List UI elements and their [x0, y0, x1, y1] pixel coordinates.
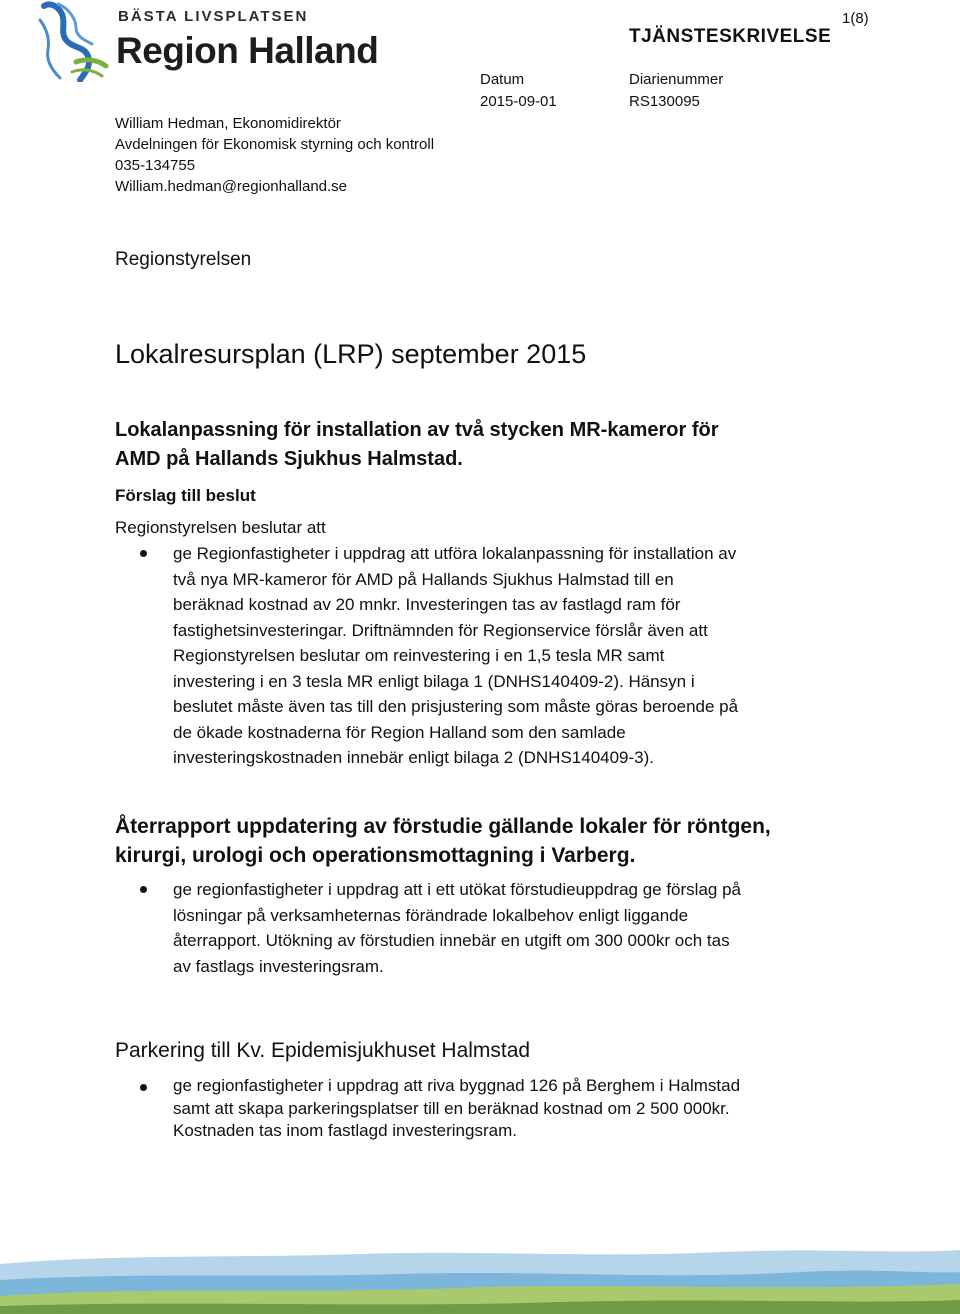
proposal-intro: Regionstyrelsen beslutar att: [115, 518, 326, 537]
reference-label: Diarienummer: [629, 71, 724, 88]
section-3-bullet: [140, 1075, 840, 1143]
date-label: Datum: [480, 71, 525, 88]
bullet-line: de ökade kostnaderna för Region Halland som den samlade: [173, 722, 626, 742]
sender-email[interactable]: William.hedman@regionhalland.se: [115, 178, 348, 195]
bullet-line: investeringskostnaden innebär enligt bilaga 2 (DNHS140409-3).: [173, 748, 655, 767]
recipient: Regionstyrelsen: [115, 249, 252, 270]
date-value: 2015-09-01: [480, 93, 557, 110]
bullet-line: återrapport. Utökning av förstudien innebär en utgift om 300 000kr och tas: [173, 931, 730, 950]
section-1-bullet: [140, 541, 840, 771]
bullet-line: fastighetsinvesteringar. Driftnämnden för Regionservice förslår även att: [173, 620, 708, 640]
bullet-line: samt att skapa parkeringsplatser till en beräknad kostnad om 2 500 000kr.: [173, 1098, 730, 1118]
logo-name: Region Halland: [116, 30, 379, 71]
reference-value: RS130095: [629, 93, 700, 110]
bullet-line: beräknad kostnad av 20 mnkr. Investeringen tas av fastlagd ram för: [173, 595, 681, 614]
section-1-heading-line-2: AMD på Hallands Sjukhus Halmstad.: [115, 448, 463, 470]
bullet-line: ge Regionfastigheter i uppdrag att utföra lokalanpassning för installation av: [173, 544, 737, 563]
bullet-icon: [140, 886, 147, 893]
footer-landscape-band: [0, 1224, 960, 1314]
sender-department: Avdelningen för Ekonomisk styrning och kontroll: [115, 136, 435, 153]
document-type: TJÄNSTESKRIVELSE: [629, 26, 832, 47]
section-2-heading-line-1: Återrapport uppdatering av förstudie gällande lokaler för röntgen,: [115, 815, 771, 838]
section-2-heading: [115, 812, 771, 870]
bullet-line: två nya MR-kameror för AMD på Hallands Sjukhus Halmstad till en: [173, 569, 674, 589]
bullet-line: Kostnaden tas inom fastlagd investeringsram.: [173, 1121, 517, 1140]
bullet-line: investering i en 3 tesla MR enligt bilaga 1 (DNHS140409-2). Hänsyn i: [173, 671, 695, 691]
region-halland-mark-icon: [36, 0, 116, 82]
section-1-bullet-text: [173, 541, 840, 771]
bullet-line: ge regionfastigheter i uppdrag att riva byggnad 126 på Berghem i Halmstad: [173, 1076, 741, 1095]
bullet-icon: [140, 1084, 147, 1091]
bullet-line: beslutet måste även tas till den prisjustering som måste göras beroende på: [173, 697, 739, 716]
bullet-icon: [140, 550, 147, 557]
sender-name-title: William Hedman, Ekonomidirektör: [115, 115, 341, 132]
page-number: 1(8): [842, 10, 869, 27]
bullet-line: lösningar på verksamheternas förändrade lokalbehov enligt liggande: [173, 905, 689, 925]
section-3-bullet-text: [173, 1075, 840, 1143]
document-title: Lokalresursplan (LRP) september 2015: [115, 339, 587, 369]
section-2-heading-line-2: kirurgi, urologi och operationsmottagning i Varberg.: [115, 844, 636, 867]
sender-phone: 035-134755: [115, 157, 196, 174]
proposal-subheading: Förslag till beslut: [115, 486, 256, 505]
section-3-heading: Parkering till Kv. Epidemisjukhuset Halmstad: [115, 1039, 531, 1062]
section-2-bullet: [140, 877, 840, 979]
sender-block: [115, 113, 434, 197]
bullet-line: ge regionfastigheter i uppdrag att i ett utökat förstudieuppdrag ge förslag på: [173, 880, 741, 899]
section-2-bullet-text: [173, 877, 840, 979]
section-1-heading: [115, 416, 719, 474]
bullet-line: av fastlags investeringsram.: [173, 956, 384, 976]
region-halland-logo: [36, 0, 379, 82]
section-1-heading-line-1: Lokalanpassning för installation av två stycken MR-kameror för: [115, 419, 719, 441]
bullet-line: Regionstyrelsen beslutar om reinvestering i en 1,5 tesla MR samt: [173, 646, 665, 665]
logo-tagline: BÄSTA LIVSPLATSEN: [118, 8, 309, 25]
